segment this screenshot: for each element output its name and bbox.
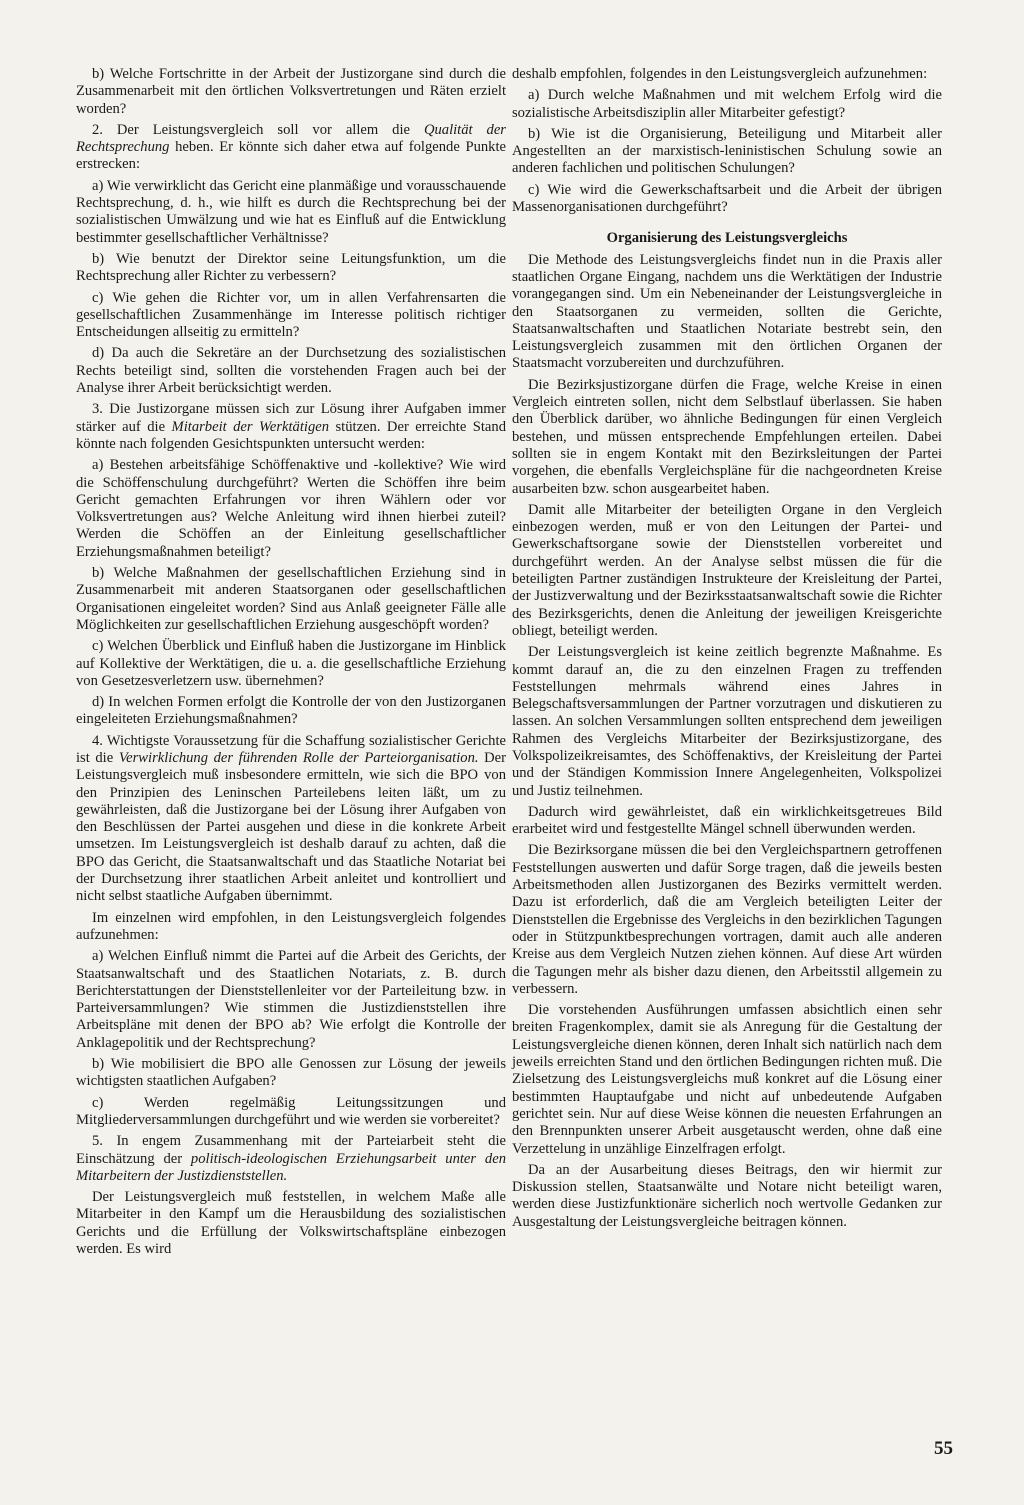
paragraph xyxy=(76,733,506,906)
paragraph: b) Wie benutzt der Direktor seine Leitungsfunktion, um die Rechtsprechung aller Richter zu verbessern? xyxy=(76,250,506,285)
paragraph: a) Welchen Einfluß nimmt die Partei auf die Arbeit des Gerichts, der Staatsanwaltschaft und des Staatlichen Notariats, z. B. durch Berichterstattungen der Dienststellenleiter vor der Parteileitung bzw. in Parteiversammlungen? Wie stimmen die Justizdienststellen ihre Arbeitspläne mit denen der BPO ab? Wie erfolgt die Kontrolle der Anklagepolitik und der Rechtsprechung? xyxy=(76,948,506,1051)
paragraph: Die Methode des Leistungsvergleichs findet nun in die Praxis aller staatlichen Organe Eingang, nachdem uns die Werktätigen der Industrie vorangegangen sind. Um ein Nebeneinander der Leistungsvergleiche in den Staatsorganen zu vermeiden, sollten die Gerichte, Staatsanwaltschaften und Staatlichen Notariate bestrebt sein, den Leistungsvergleich zusammen mit den örtlichen Organen der Staatsmacht vorzubereiten und durchzuführen. xyxy=(512,251,942,372)
page-number: 55 xyxy=(934,1438,953,1459)
paragraph: c) Wie wird die Gewerkschaftsarbeit und die Arbeit der übrigen Massenorganisationen durchgeführt? xyxy=(512,181,942,216)
text-run: Der Leistungsvergleich muß insbesondere ermitteln, wie sich die BPO von den Prinzipien des Leninschen Parteilebens leiten läßt, um zu gewährleisten, daß die Justizorgane bei der Lösung ihrer Aufgaben von den Beschlüssen der Partei ausgehen und diese in die konkrete Arbeit umsetzen. Im Leistungsvergleich ist deshalb darauf zu achten, daß die BPO das Gericht, die Staatsanwaltschaft und das Staatliche Notariat bei der Durchsetzung ihrer staatlichen Arbeit anleitet und kontrolliert und nicht selbst staatliche Aufgaben übernimmt. xyxy=(76,749,507,905)
paragraph: a) Wie verwirklicht das Gericht eine planmäßige und vorausschauende Rechtsprechung, d. h., wie hilft es durch die Rechtsprechung bei der sozialistischen Umwälzung und wie hat es Einfluß auf die Entwicklung bestimmter gesellschaftlicher Verhältnisse? xyxy=(76,177,506,246)
text-run: 2. Der Leistungsvergleich soll vor allem die xyxy=(92,121,424,138)
italic-emphasis: Verwirklichung der führenden Rolle der Parteiorganisation. xyxy=(118,749,479,766)
paragraph: a) Bestehen arbeitsfähige Schöffenaktive und -kollektive? Wie wird die Schöffenschulung durchgeführt? Werten die Schöffen ihre beim Gericht gemachten Erfahrungen vor ihren Wählern oder vor Volksvertretungen aus? Welche Anleitung wird ihnen hierbei zuteil? Werden die Schöffen an der Einleitung gesellschaftlicher Erziehungsmaßnahmen beteiligt? xyxy=(76,457,506,560)
paragraph: Dadurch wird gewährleistet, daß ein wirklichkeitsgetreues Bild erarbeitet wird und festgestellte Mängel schnell überwunden werden. xyxy=(512,803,942,838)
paragraph: Die Bezirksjustizorgane dürfen die Frage, welche Kreise in einen Vergleich eintreten sollen, nicht dem Selbstlauf überlassen. Sie haben den Überblick darüber, wo ähnliche Bedingungen für einen Vergleich bestehen, und müssen entsprechende Empfehlungen erteilen. Dabei sollten sie in engem Kontakt mit den Bezirksleitungen der Partei vorgehen, die ebenfalls Vergleichspläne für die nachgeordneten Kreise ausarbeiten bzw. schon ausgearbeitet haben. xyxy=(512,376,942,497)
text-run: 5. In engem Zusammenhang mit der Parteiarbeit steht die Einschätzung der xyxy=(76,1133,506,1167)
section-heading: Organisierung des Leistungsvergleichs xyxy=(606,230,848,247)
text-run: 4. Wichtigste Voraussetzung für die Schaffung sozialistischer Gerichte ist die xyxy=(76,732,506,766)
paragraph: Die Bezirksorgane müssen die bei den Vergleichspartnern getroffenen Feststellungen auswerten und dafür Sorge tragen, daß die jeweils besten Arbeitsmethoden allen Justizorganen des Bezirks vermittelt werden. Dazu ist erforderlich, daß die am Vergleich beteiligten Leiter der Dienststellen die Ergebnisse des Vergleichs in den bezirklichen Tagungen oder in Stützpunktbesprechungen vortragen, damit auch alle anderen Kreise aus dem Vergleich Nutzen ziehen können. Auf diese Art würden die Tagungen mehr als bisher dazu dienen, den Arbeitsstil allgemein zu verbessern. xyxy=(512,842,942,997)
italic-emphasis: politisch-ideologischen Erziehungsarbeit unter den Mitarbeitern der Justizdienststellen. xyxy=(76,1150,506,1184)
paragraph: a) Durch welche Maßnahmen und mit welchem Erfolg wird die sozialistische Arbeitsdisziplin aller Mitarbeiter gefestigt? xyxy=(512,87,942,121)
paragraph: Damit alle Mitarbeiter der beteiligten Organe in den Vergleich einbezogen werden, muß er von den Leitungen der Partei- und Gewerkschaftsorgane sowie der Dienststellen vorbereitet und durchgeführt werden. An der Analyse selbst müssen die für die beteiligten Partner zuständigen Instrukteure der Kreisleitung der Partei, der Justizverwaltung und der Bezirksstaatsanwaltschaft sowie die Richter des Bezirksgerichts, denen die Anleitung der jeweiligen Kreisgerichte obliegt, beteiligt werden. xyxy=(512,501,942,639)
paragraph xyxy=(76,1133,506,1185)
paragraph xyxy=(76,122,506,174)
paragraph: Der Leistungsvergleich muß feststellen, in welchem Maße alle Mitarbeiter in den Kampf um die Herausbildung des sozialistischen Gerichts und die Erfüllung der Volkswirtschaftspläne einbezogen werden. Es wird xyxy=(76,1189,506,1257)
paragraph: deshalb empfohlen, folgendes in den Leistungsvergleich aufzunehmen: xyxy=(512,66,928,82)
paragraph: Im einzelnen wird empfohlen, in den Leistungsvergleich folgendes aufzunehmen: xyxy=(76,909,506,943)
italic-emphasis: Mitarbeit der Werktätigen xyxy=(171,418,330,435)
paragraph: b) Wie ist die Organisierung, Beteiligung und Mitarbeit aller Angestellten an der marxistisch-leninistischen Schulung sowie an anderen fachlichen und politischen Schulungen? xyxy=(512,125,942,177)
text-run: heben. Er könnte sich daher etwa auf folgende Punkte erstrecken: xyxy=(76,139,506,173)
paragraph: d) In welchen Formen erfolgt die Kontrolle der von den Justizorganen eingeleiteten Erziehungsmaßnahmen? xyxy=(76,694,506,728)
paragraph: b) Welche Fortschritte in der Arbeit der Justizorgane sind durch die Zusammenarbeit mit den örtlichen Volksvertretungen und Räten erzielt worden? xyxy=(76,66,506,117)
paragraph: c) Welchen Überblick und Einfluß haben die Justizorgane im Hinblick auf Kollektive der Werktätigen, die u. a. die gesellschaftliche Erziehung von Gesetzesverletzern usw. übernehmen? xyxy=(76,638,506,689)
text-run: stützen. Der erreichte Stand könnte nach folgenden Gesichtspunkten untersucht werden: xyxy=(76,418,507,452)
paragraph: Da an der Ausarbeitung dieses Beitrags, den wir hiermit zur Diskussion stellen, Staatsanwälte und Notare nicht beteiligt waren, werden diese Justizfunktionäre sicherlich noch wertvolle Gedanken zur Ausgestaltung der Leistungsvergleiche beitragen können. xyxy=(512,1161,942,1230)
paragraph xyxy=(76,401,506,453)
left-column xyxy=(76,66,506,1262)
paragraph: b) Wie mobilisiert die BPO alle Genossen zur Lösung der jeweils wichtigsten staatlichen Aufgaben? xyxy=(76,1056,506,1090)
paragraph: c) Werden regelmäßig Leitungssitzungen und Mitgliederversammlungen durchgeführt und wie werden sie vorbereitet? xyxy=(76,1094,506,1128)
text-run: 3. Die Justizorgane müssen sich zur Lösung ihrer Aufgaben immer stärker auf die xyxy=(76,401,506,435)
paragraph: d) Da auch die Sekretäre an der Durchsetzung des sozialistischen Rechts beteiligt sind, sollten die vorstehenden Fragen auch bei der Analyse ihrer Arbeit berücksichtigt werden. xyxy=(76,345,506,397)
paragraph: Die vorstehenden Ausführungen umfassen absichtlich einen sehr breiten Fragenkomplex, damit sie als Anregung für die Gestaltung der Leistungsvergleiche dienen können, deren Inhalt sich natürlich nach dem jeweils erreichten Stand und den örtlichen Bedingungen richten muß. Die Zielsetzung des Leistungsvergleichs muß konkret auf die Lösung einer bestimmten Hauptaufgabe und nicht auf unbedeutende Aufgaben gerichtet sein. Nur auf diese Weise können die neuesten Erfahrungen an den Brennpunkten unserer Arbeit ausgetauscht werden, ohne daß eine Verzettelung in unzählige Einzelfragen erfolgt. xyxy=(512,1002,942,1157)
paragraph: b) Welche Maßnahmen der gesellschaftlichen Erziehung sind in Zusammenarbeit mit anderen Staatsorganen oder gesellschaftlichen Organisationen eingeleitet worden? Sind aus Anlaß geeigneter Fälle alle Möglichkeiten zur gesellschaftlichen Erziehung ausgeschöpft worden? xyxy=(76,565,506,633)
paragraph: Der Leistungsvergleich ist keine zeitlich begrenzte Maßnahme. Es kommt darauf an, die zu den einzelnen Fragen zu treffenden Feststellungen mehrmals während eines Jahres in Belegschaftsversammlungen der Partner vorzutragen und diskutieren zu lassen. An solchen Versammlungen sollten entsprechend dem jeweiligen Rahmen des Vergleichs Mitarbeiter der Bezirksjustizorgane, des Volkspolizeikreisamtes, des Schöffenaktivs, der Kreisleitung der Partei und der Ständigen Kommission Innere Angelegenheiten, Volkspolizei und Justiz teilnehmen. xyxy=(512,644,942,799)
right-column xyxy=(512,66,942,1235)
italic-emphasis: Qualität der Rechtsprechung xyxy=(76,121,506,156)
paragraph: c) Wie gehen die Richter vor, um in allen Verfahrensarten die gesellschaftlichen Zusammenhänge im Interesse politisch richtiger Entscheidungen allseitig zu ermitteln? xyxy=(76,289,506,341)
